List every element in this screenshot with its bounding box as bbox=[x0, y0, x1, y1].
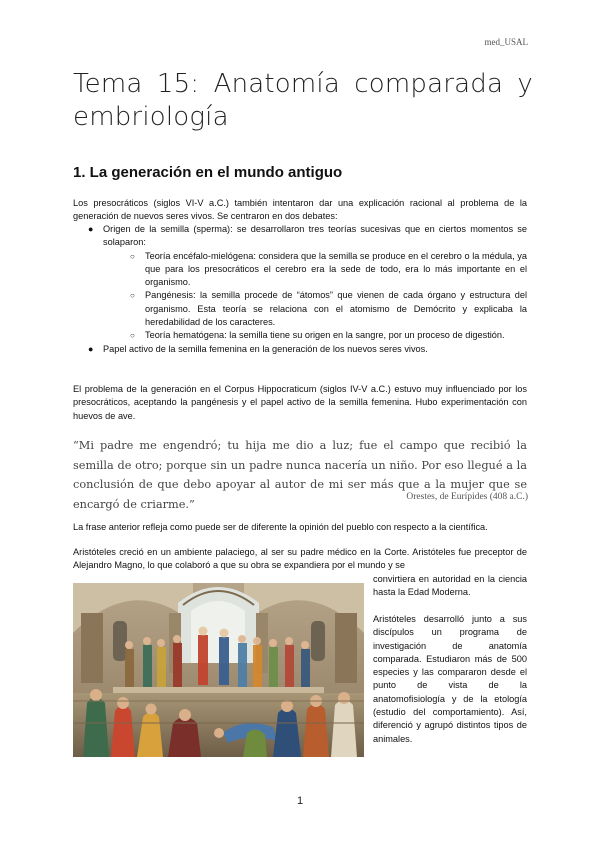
circle-bullet-icon: ○ bbox=[130, 251, 135, 261]
theories-list bbox=[103, 250, 527, 343]
intro-paragraph: Los presocráticos (siglos VI-V a.C.) también intentaron dar una explicación racional al problema de la generación de nuevos seres vivos. Se centraron en dos debates: bbox=[73, 198, 527, 222]
list-item-text: Origen de la semilla (sperma): se desarrollaron tres teorías sucesivas que en ciertos momentos se solaparon: bbox=[103, 224, 527, 248]
title-line-1: Tema 15: Anatomía comparada y bbox=[73, 69, 533, 99]
quote: “Mi padre me engendró; tu hija me dio a luz; fue el campo que recibió la semilla de otro; porque sin un padre nunca nacería un niño. Por eso llegué a la conclusión de que debo apoyar al autor de mi ser más que a la mujer que se encargó de criarme.” bbox=[73, 439, 527, 511]
page-title bbox=[73, 68, 533, 134]
list-item bbox=[103, 250, 527, 290]
research-paragraph: Aristóteles desarrolló junto a sus discípulos un programa de investigación de anatomía comparada. Estudiaron más de 500 especies y las compararon desde el punto de vista de la anatomofisiología y de la etología (estudio del comportamiento). Así, diferenció y agrupó distintos tipos de animales. bbox=[373, 614, 527, 744]
list-item-text: Pangénesis: la semilla procede de “átomos” que vienen de cada órgano y estructura del organismo. Esta teoría se relaciona con el atomismo de Demócrito y explicaba la heredabilidad de los caracteres. bbox=[145, 290, 527, 328]
list-item bbox=[103, 289, 527, 329]
list-item bbox=[73, 343, 527, 356]
page-number: 1 bbox=[296, 795, 304, 807]
list-item bbox=[103, 329, 527, 342]
quote-author: Orestes, de Eurípides (408 a.C.) bbox=[406, 492, 528, 502]
hippocraticum-paragraph: El problema de la generación en el Corpus Hippocraticum (siglos IV-V a.C.) estuvo muy influenciado por los presocráticos, aceptando la pangénesis y el papel activo de la semilla femenina. Hubo experimentación con huevos de ave. bbox=[73, 384, 527, 421]
aristotle-paragraph: Aristóteles creció en un ambiente palaciego, al ser su padre médico en la Corte. Aristóteles fue preceptor de Alejandro Magno, lo que colaboró a que su obra se expandiera por el mundo y se bbox=[73, 547, 527, 571]
list-item-text: Teoría hematógena: la semilla tiene su origen en la sangre, por un proceso de digestión. bbox=[145, 330, 505, 341]
circle-bullet-icon: ○ bbox=[130, 291, 135, 301]
school-of-athens-painting bbox=[73, 583, 364, 757]
bullet-icon: ● bbox=[88, 343, 94, 354]
section-heading: 1. La generación en el mundo antiguo bbox=[73, 164, 343, 181]
header-tag: med_USAL bbox=[484, 37, 528, 47]
debates-list bbox=[73, 223, 527, 356]
list-item-text: Papel activo de la semilla femenina en la generación de los nuevos seres vivos. bbox=[103, 343, 428, 354]
list-item bbox=[73, 223, 527, 343]
aristotle-paragraph-continued: convirtiera en autoridad en la ciencia hasta la Edad Moderna. bbox=[373, 574, 527, 598]
list-item-text: Teoría encéfalo-mielógena: considera que la semilla se produce en el cerebro o la médula, ya que para los presocráticos el cerebro era la sede de todo, era lo más importante en el organismo. bbox=[145, 250, 527, 288]
title-line-2: embriología bbox=[73, 102, 229, 132]
opinion-paragraph: La frase anterior refleja como puede ser de diferente la opinión del pueblo con respecto a la científica. bbox=[73, 522, 488, 532]
circle-bullet-icon: ○ bbox=[130, 331, 135, 341]
bullet-icon: ● bbox=[88, 224, 94, 234]
